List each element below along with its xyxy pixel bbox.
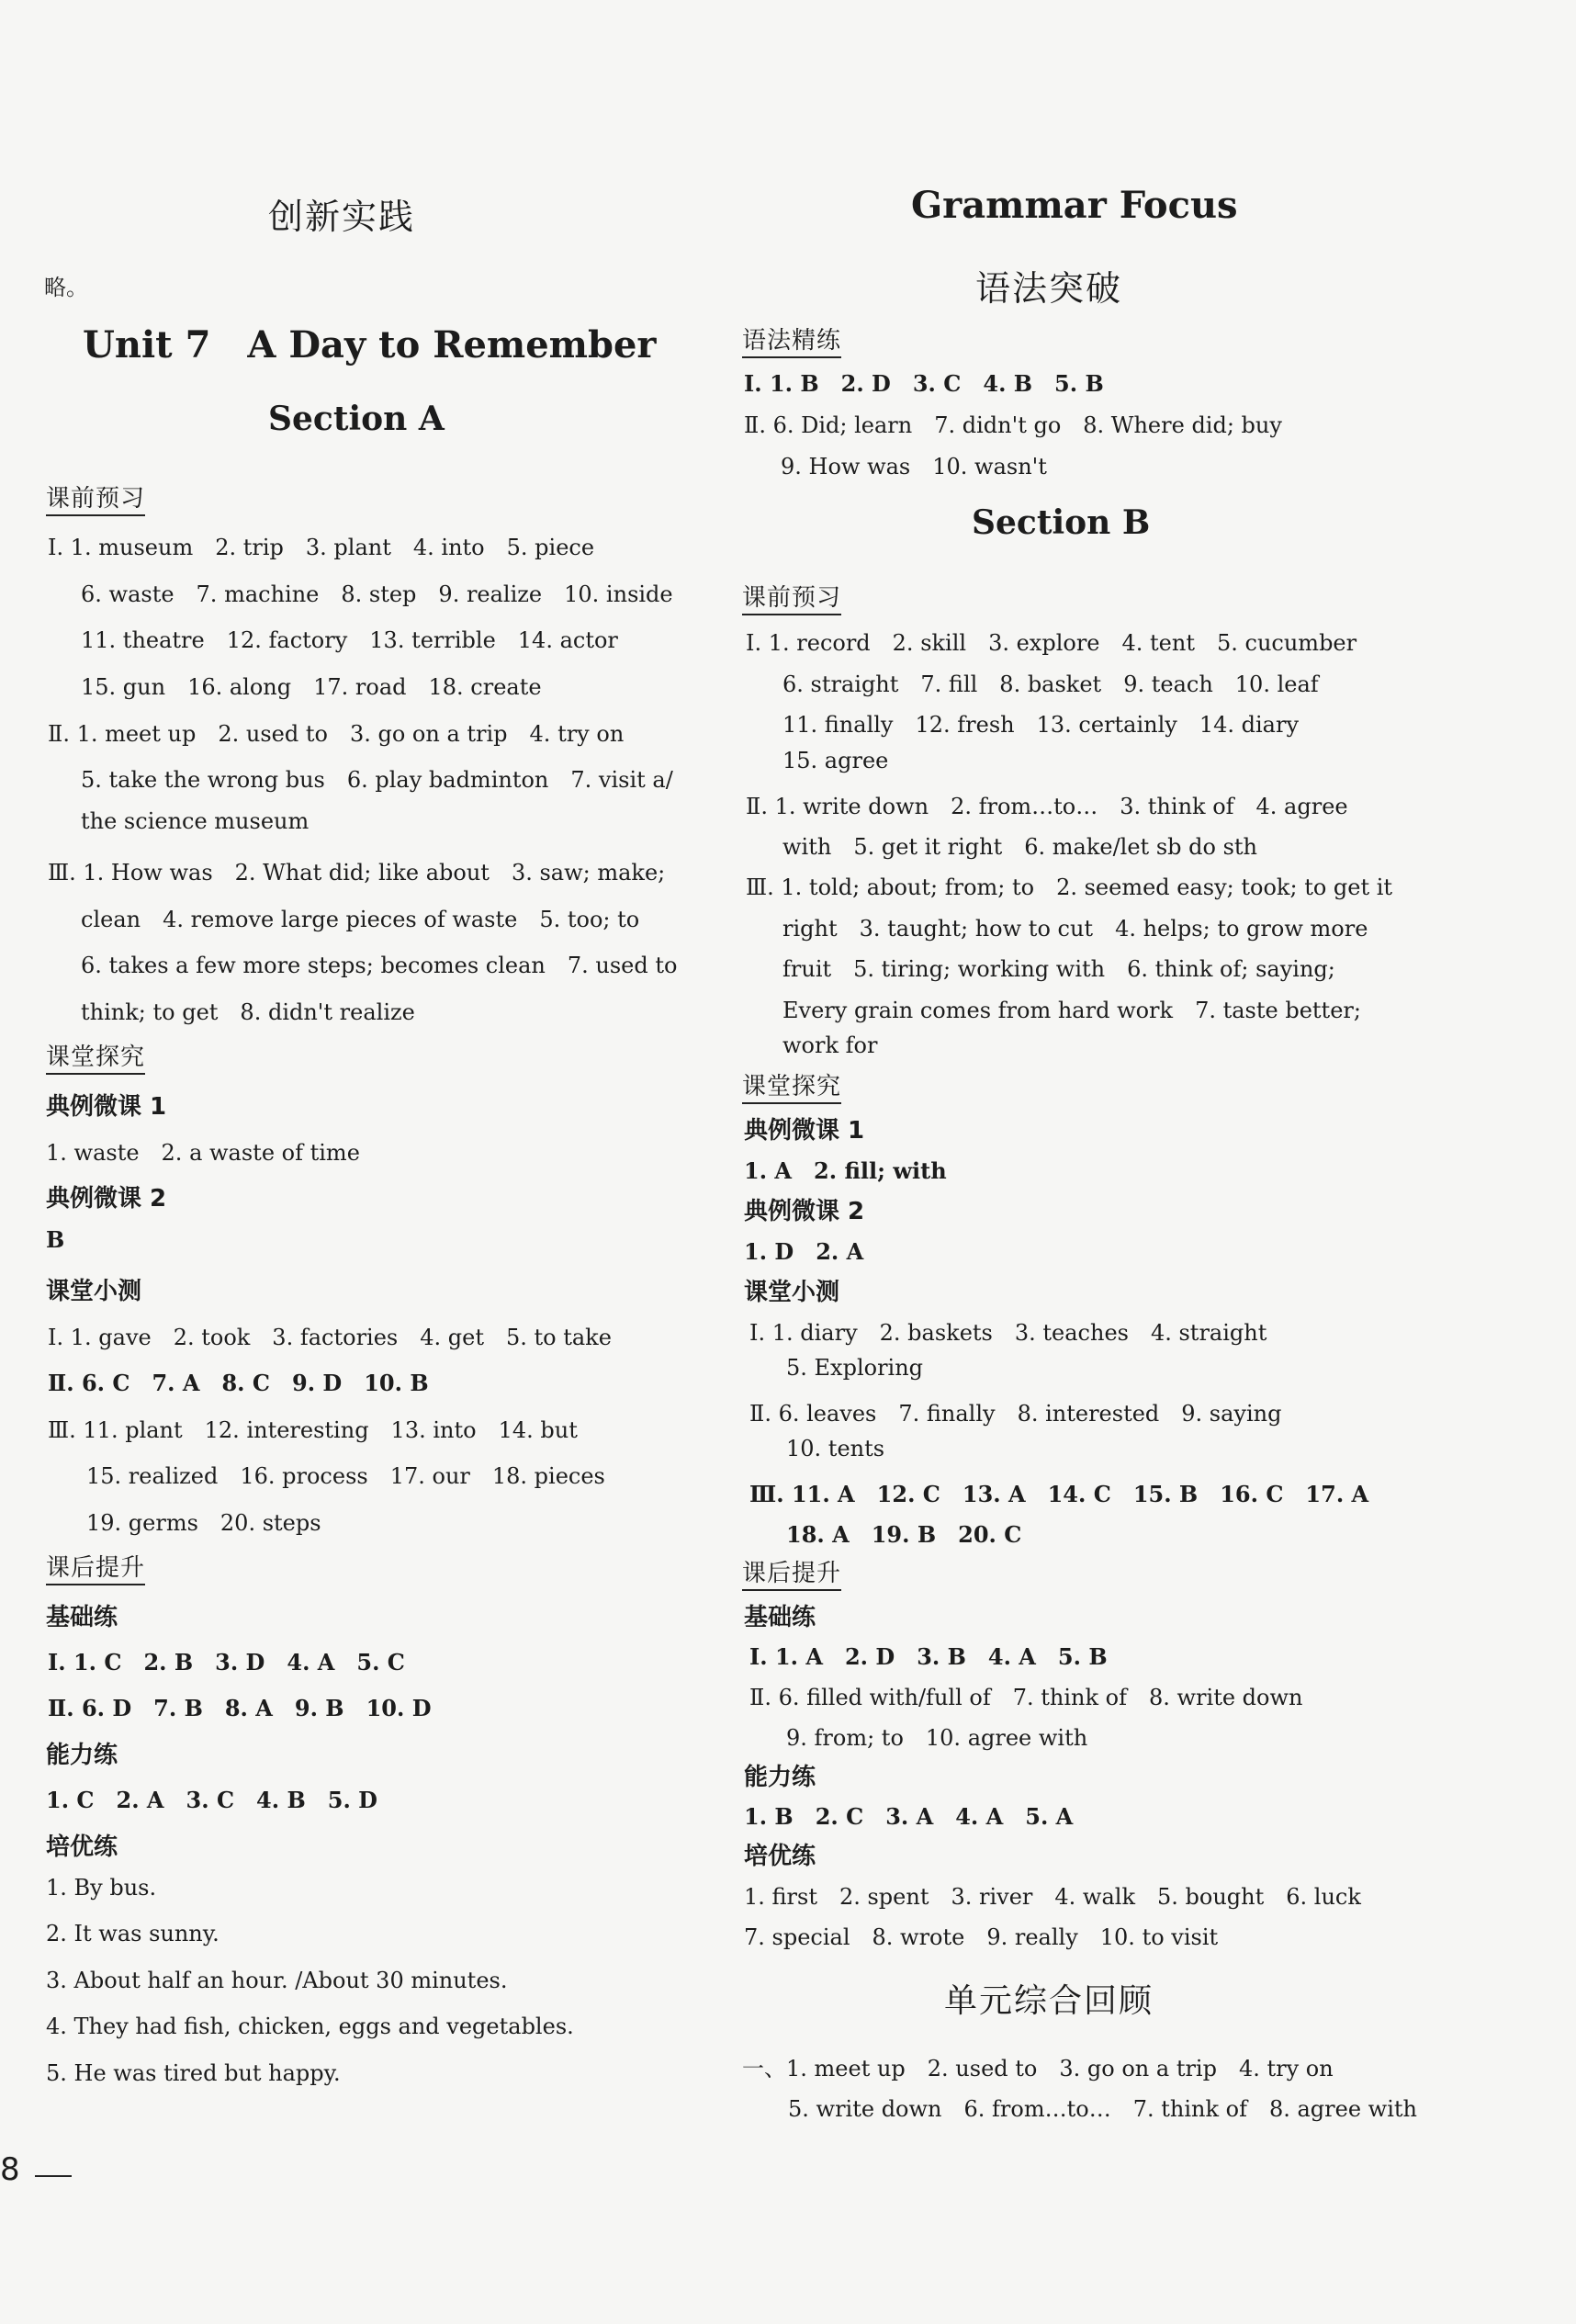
answer-line: 10. tents bbox=[786, 1436, 885, 1461]
unit-title: Unit 7 A Day to Remember bbox=[83, 323, 657, 367]
answer-line: Ⅱ. 6. C 7. A 8. C 9. D 10. B bbox=[48, 1370, 429, 1396]
xiaoce-heading: 课堂小测 bbox=[46, 1278, 142, 1305]
tag-ketang: 课堂探究 bbox=[742, 1067, 841, 1104]
answer-line: think; to get 8. didn't realize bbox=[81, 999, 415, 1025]
answer-line: 19. germs 20. steps bbox=[86, 1510, 321, 1536]
answer-line: 18. A 19. B 20. C bbox=[786, 1521, 1022, 1548]
peiyou-heading: 培优练 bbox=[46, 1833, 118, 1861]
answer-line: Ⅱ. 6. Did; learn 7. didn't go 8. Where did; buy bbox=[744, 412, 1282, 438]
dianli-1-heading: 典例微课 1 bbox=[744, 1117, 865, 1145]
nengli-heading: 能力练 bbox=[46, 1742, 118, 1769]
answer-line: 1. B 2. C 3. A 4. A 5. A bbox=[744, 1803, 1074, 1830]
answer-line: Every grain comes from hard work 7. taste better; bbox=[782, 998, 1361, 1023]
dianli-1-heading: 典例微课 1 bbox=[46, 1093, 167, 1121]
answer-line: Ⅰ. 1. C 2. B 3. D 4. A 5. C bbox=[48, 1649, 405, 1675]
answer-line: 15. gun 16. along 17. road 18. create bbox=[81, 674, 542, 700]
page-number: 8 bbox=[0, 2151, 20, 2188]
answer-line: fruit 5. tiring; working with 6. think of; saying; bbox=[782, 956, 1335, 982]
answer-line: Ⅲ. 1. told; about; from; to 2. seemed easy; took; to get it bbox=[746, 874, 1393, 900]
answer-line: 6. straight 7. fill 8. basket 9. teach 10. leaf bbox=[782, 671, 1319, 697]
dianli-2-heading: 典例微课 2 bbox=[46, 1185, 167, 1213]
tag-yufa: 语法精练 bbox=[742, 322, 841, 358]
answer-line: right 3. taught; how to cut 4. helps; to grow more bbox=[782, 916, 1368, 942]
tag-keqian: 课前预习 bbox=[742, 579, 841, 615]
lue-text: 略。 bbox=[44, 275, 88, 300]
peiyou-heading: 培优练 bbox=[744, 1843, 816, 1870]
tag-keqian: 课前预习 bbox=[46, 479, 145, 516]
answer-line: 6. waste 7. machine 8. step 9. realize 10. inside bbox=[81, 581, 673, 607]
answer-line: 一、1. meet up 2. used to 3. go on a trip 4. try on bbox=[742, 2056, 1334, 2081]
answer-line: 1. first 2. spent 3. river 4. walk 5. bought 6. luck bbox=[744, 1884, 1361, 1910]
answer-line: 7. special 8. wrote 9. really 10. to visit bbox=[744, 1924, 1219, 1950]
tag-kehou: 课后提升 bbox=[742, 1554, 841, 1591]
answer-line: Ⅱ. 1. meet up 2. used to 3. go on a trip 4. try on bbox=[48, 721, 625, 747]
answer-line: 6. takes a few more steps; becomes clean 7. used to bbox=[81, 953, 678, 978]
answer-line: Ⅰ. 1. B 2. D 3. C 4. B 5. B bbox=[744, 370, 1104, 397]
answer-line: 11. theatre 12. factory 13. terrible 14. actor bbox=[81, 627, 618, 653]
answer-line: 1. D 2. A bbox=[744, 1238, 864, 1265]
jichu-heading: 基础练 bbox=[46, 1604, 118, 1631]
answer-line: Ⅱ. 1. write down 2. from…to… 3. think of 4. agree bbox=[746, 794, 1348, 819]
answer-line: 5. write down 6. from…to… 7. think of 8. agree with bbox=[788, 2096, 1417, 2122]
answer-line: 2. It was sunny. bbox=[46, 1921, 220, 1946]
section-b-title: Section B bbox=[972, 503, 1151, 542]
answer-line: 1. C 2. A 3. C 4. B 5. D bbox=[46, 1787, 377, 1813]
answer-line: Ⅰ. 1. gave 2. took 3. factories 4. get 5. to take bbox=[48, 1325, 612, 1350]
answer-line: Ⅱ. 6. D 7. B 8. A 9. B 10. D bbox=[48, 1695, 432, 1721]
answer-line: B bbox=[46, 1226, 65, 1253]
answer-line: Ⅱ. 6. filled with/full of 7. think of 8. write down bbox=[749, 1685, 1303, 1710]
answer-line: 4. They had fish, chicken, eggs and vegetables. bbox=[46, 2014, 574, 2039]
xiaoce-heading: 课堂小测 bbox=[744, 1279, 840, 1306]
answer-line: Ⅲ. 1. How was 2. What did; like about 3. saw; make; bbox=[48, 860, 666, 886]
dianli-2-heading: 典例微课 2 bbox=[744, 1198, 865, 1225]
tag-ketang: 课堂探究 bbox=[46, 1038, 145, 1075]
answer-line: 5. take the wrong bus 6. play badminton 7. visit a/ bbox=[81, 767, 673, 793]
answer-line: clean 4. remove large pieces of waste 5. too; to bbox=[81, 907, 640, 932]
answer-line: Ⅰ. 1. museum 2. trip 3. plant 4. into 5. piece bbox=[48, 535, 595, 560]
tag-kehou: 课后提升 bbox=[46, 1549, 145, 1585]
answer-line: 3. About half an hour. /About 30 minutes. bbox=[46, 1968, 508, 1993]
jichu-heading: 基础练 bbox=[744, 1604, 816, 1631]
answer-line: 9. How was 10. wasn't bbox=[781, 454, 1047, 479]
answer-line: Ⅲ. 11. A 12. C 13. A 14. C 15. B 16. C 17. A bbox=[749, 1481, 1369, 1507]
answer-line: Ⅰ. 1. record 2. skill 3. explore 4. tent 5. cucumber bbox=[746, 630, 1357, 656]
answer-line: Ⅰ. 1. A 2. D 3. B 4. A 5. B bbox=[749, 1643, 1108, 1670]
answer-line: 11. finally 12. fresh 13. certainly 14. diary bbox=[782, 712, 1300, 738]
yufa-tupo-title: 语法突破 bbox=[975, 268, 1123, 309]
answer-line: with 5. get it right 6. make/let sb do sth bbox=[782, 834, 1257, 860]
answer-line: 1. By bus. bbox=[46, 1875, 157, 1901]
review-title: 单元综合回顾 bbox=[944, 1982, 1154, 2020]
answer-line: 1. waste 2. a waste of time bbox=[46, 1140, 360, 1166]
answer-line: 1. A 2. fill; with bbox=[744, 1157, 947, 1184]
answer-line: Ⅰ. 1. diary 2. baskets 3. teaches 4. straight bbox=[749, 1320, 1267, 1346]
answer-line: Ⅲ. 11. plant 12. interesting 13. into 14. but bbox=[48, 1417, 578, 1443]
answer-line: 5. He was tired but happy. bbox=[46, 2060, 341, 2086]
section-a-title: Section A bbox=[268, 400, 445, 438]
answer-line: 5. Exploring bbox=[786, 1355, 924, 1381]
answer-line: Ⅱ. 6. leaves 7. finally 8. interested 9. saying bbox=[749, 1401, 1282, 1427]
answer-line: 9. from; to 10. agree with bbox=[786, 1725, 1088, 1751]
chuangxin-title: 创新实践 bbox=[268, 197, 416, 237]
page-number-dash bbox=[35, 2175, 72, 2177]
answer-line: 15. agree bbox=[782, 748, 889, 773]
nengli-heading: 能力练 bbox=[744, 1764, 816, 1791]
answer-line: the science museum bbox=[81, 808, 310, 834]
answer-line: 15. realized 16. process 17. our 18. pieces bbox=[86, 1463, 605, 1489]
answer-line: work for bbox=[782, 1032, 878, 1058]
grammar-focus-title: Grammar Focus bbox=[911, 184, 1238, 227]
